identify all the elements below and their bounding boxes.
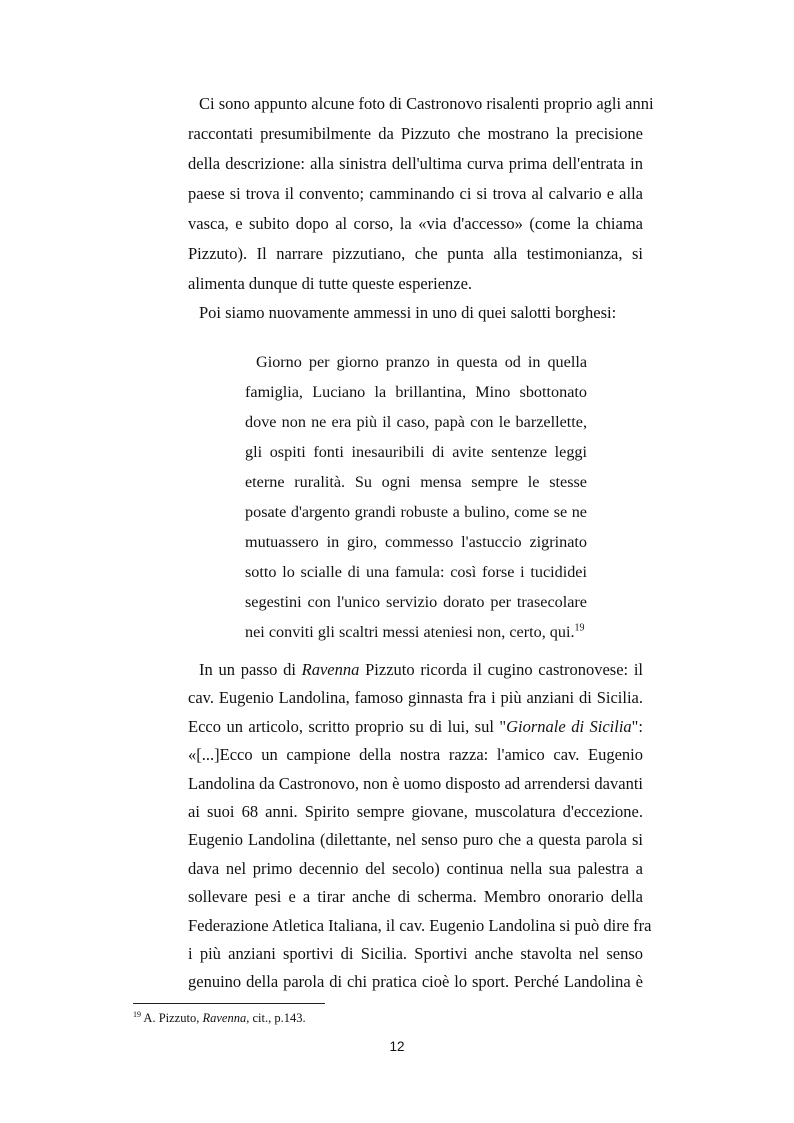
footnote-title: Ravenna	[202, 1011, 247, 1025]
p3-line-8: dava nel primo decennio del secolo) continua nella sua palestra a	[188, 858, 643, 878]
p1-line-3: della descrizione: alla sinistra dell'ultima curva prima dell'entrata in	[188, 154, 643, 173]
footnote-number: 19	[133, 1009, 141, 1019]
quote-line-4: gli ospiti fonti inesauribili di avite sentenze leggi	[245, 443, 587, 461]
footnote-reference: 19	[574, 622, 585, 634]
p3-line-1-a: In un passo di	[199, 660, 302, 679]
quote-line-9: segestini con l'unico servizio dorato per trasecolare	[245, 593, 587, 611]
p1-line-6: Pizzuto). Il narrare pizzutiano, che punta alla testimonianza, si	[188, 244, 643, 263]
p3-line-12: genuino della parola di chi pratica cioè lo sport. Perché Landolina è	[188, 972, 643, 992]
footnote-text-b: , cit., p.143.	[246, 1011, 306, 1025]
p3-line-6: ai suoi 68 anni. Spirito sempre giovane, muscolatura d'eccezione.	[188, 802, 643, 821]
p3-line-5: Landolina da Castronovo, non è uomo disposto ad arrendersi davanti	[188, 773, 643, 793]
p3-title-giornale: Giornale di Sicilia	[506, 716, 632, 736]
p3-line-3-b: ":	[631, 716, 643, 736]
p3-line-4: «[...]Ecco un campione della nostra razza: l'amico cav. Eugenio	[188, 745, 643, 765]
p3-line-7: Eugenio Landolina (dilettante, nel senso puro che a questa parola si	[188, 830, 643, 850]
p1-line-4: paese si trova il convento; camminando ci si trova al calvario e alla	[188, 184, 643, 203]
p3-line-9: sollevare pesi e a tirar anche di scherma. Membro onorario della	[188, 887, 643, 907]
p3-line-11: i più anziani sportivi di Sicilia. Sportivi anche stavolta nel senso	[188, 944, 643, 963]
footnote-divider	[133, 1003, 325, 1004]
p3-line-3-a: Ecco un articolo, scritto proprio su di lui, sul "	[188, 716, 507, 736]
p3-line-10: Federazione Atletica Italiana, il cav. Eugenio Landolina si può dire fra	[188, 915, 652, 935]
quote-line-6: posate d'argento grandi robuste a bulino, come se ne	[245, 503, 587, 521]
quote-line-8: sotto lo scialle di una famula: così forse i tucididei	[245, 563, 587, 581]
quote-line-1: Giorno per giorno pranzo in questa od in quella	[256, 353, 587, 371]
quote-line-7: mutuassero in giro, commesso l'astuccio zigrinato	[245, 533, 587, 551]
p3-line-2: cav. Eugenio Landolina, famoso ginnasta fra i più anziani di Sicilia.	[188, 688, 643, 708]
quote-last-text: nei conviti gli scaltri messi ateniesi non, certo, qui.	[245, 623, 575, 641]
footnote-text-a: A. Pizzuto,	[141, 1011, 203, 1025]
p3-title-ravenna: Ravenna	[301, 660, 360, 679]
p3-line-3	[188, 717, 643, 737]
p1-line-5: vasca, e subito dopo al corso, la «via d'accesso» (come la chiama	[188, 214, 643, 233]
p1-line-2: raccontati presumibilmente da Pizzuto che mostrano la precisione	[188, 124, 643, 143]
quote-line-3: dove non ne era più il caso, papà con le barzellette,	[245, 413, 587, 431]
p1-line-1: Ci sono appunto alcune foto di Castronovo risalenti proprio agli anni	[199, 94, 654, 113]
p1-line-7: alimenta dunque di tutte queste esperienze.	[188, 274, 473, 293]
p3-line-1-b: Pizzuto ricorda il cugino castronovese: il	[359, 660, 643, 679]
quote-line-10	[245, 622, 587, 642]
quote-line-2: famiglia, Luciano la brillantina, Mino sbottonato	[245, 383, 587, 401]
quote-line-5: eterne ruralità. Su ogni mensa sempre le stesse	[245, 473, 587, 491]
footnote	[133, 1011, 306, 1026]
p3-line-1	[199, 660, 643, 680]
page-number: 12	[389, 1039, 405, 1054]
p2-line-1: Poi siamo nuovamente ammessi in uno di quei salotti borghesi:	[199, 303, 617, 322]
